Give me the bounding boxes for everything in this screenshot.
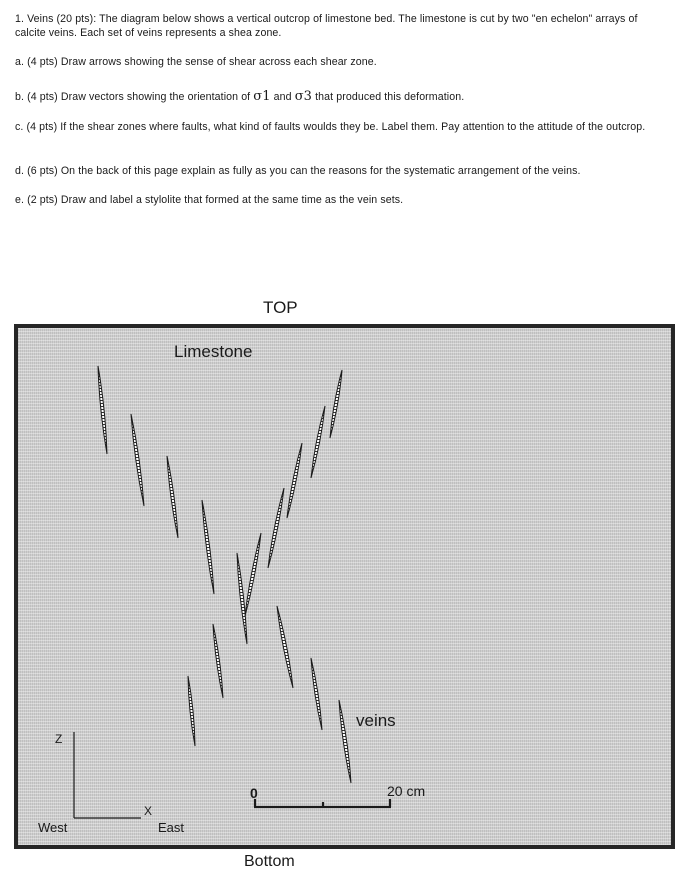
question-1-intro: 1. Veins (20 pts): The diagram below shows a vertical outcrop of limestone bed. The limestone is cut by two "en echelon" arrays of calcite veins. Each set of veins represents a shea zone. — [15, 13, 638, 39]
calcite-vein-12 — [268, 488, 284, 568]
calcite-vein-4 — [202, 500, 214, 594]
calcite-vein-15 — [188, 676, 195, 746]
calcite-vein-11 — [287, 443, 302, 518]
calcite-vein-3 — [167, 456, 178, 538]
question-1e: e. (2 pts) Draw and label a stylolite that formed at the same time as the vein sets. — [15, 194, 404, 206]
calcite-vein-14 — [213, 624, 223, 698]
question-1b-and: and — [270, 91, 295, 103]
limestone-label: Limestone — [174, 342, 253, 361]
calcite-vein-7 — [311, 658, 322, 730]
calcite-vein-6 — [277, 606, 293, 688]
question-1b — [15, 90, 464, 104]
sigma3-symbol: σ3 — [294, 89, 313, 104]
east-label: East — [158, 820, 185, 835]
x-axis-label: X — [144, 804, 153, 818]
bottom-label: Bottom — [244, 853, 295, 870]
calcite-vein-1 — [98, 366, 107, 454]
west-label: West — [38, 820, 68, 835]
question-1a: a. (4 pts) Draw arrows showing the sense of shear across each shear zone. — [15, 56, 377, 68]
calcite-vein-5 — [237, 553, 247, 644]
calcite-vein-9 — [330, 370, 342, 438]
question-1b-text-start: b. (4 pts) Draw vectors showing the orientation of — [15, 91, 254, 103]
calcite-vein-10 — [311, 406, 325, 478]
outcrop-diagram — [14, 324, 675, 849]
question-1b-text-end: that produced this deformation. — [312, 91, 465, 103]
calcite-vein-8 — [339, 700, 351, 783]
scale-zero-label: 0 — [250, 785, 258, 801]
top-label: TOP — [263, 298, 298, 317]
question-1c: c. (4 pts) If the shear zones where faults, what kind of faults woulds they be. Label them. Pay attention to the attitude of the outcrop. — [15, 121, 646, 133]
scale-end-label: 20 cm — [387, 783, 426, 799]
veins-label: veins — [356, 711, 396, 730]
calcite-vein-2 — [131, 414, 144, 506]
question-1d: d. (6 pts) On the back of this page explain as fully as you can the reasons for the systematic arrangement of the veins. — [15, 165, 581, 177]
vein-set — [98, 366, 351, 783]
outcrop-drawing — [18, 328, 671, 845]
scale-bar — [250, 783, 425, 807]
calcite-vein-13 — [245, 533, 261, 616]
sigma1-symbol: σ1 — [253, 89, 271, 104]
z-axis-label: Z — [55, 732, 63, 746]
